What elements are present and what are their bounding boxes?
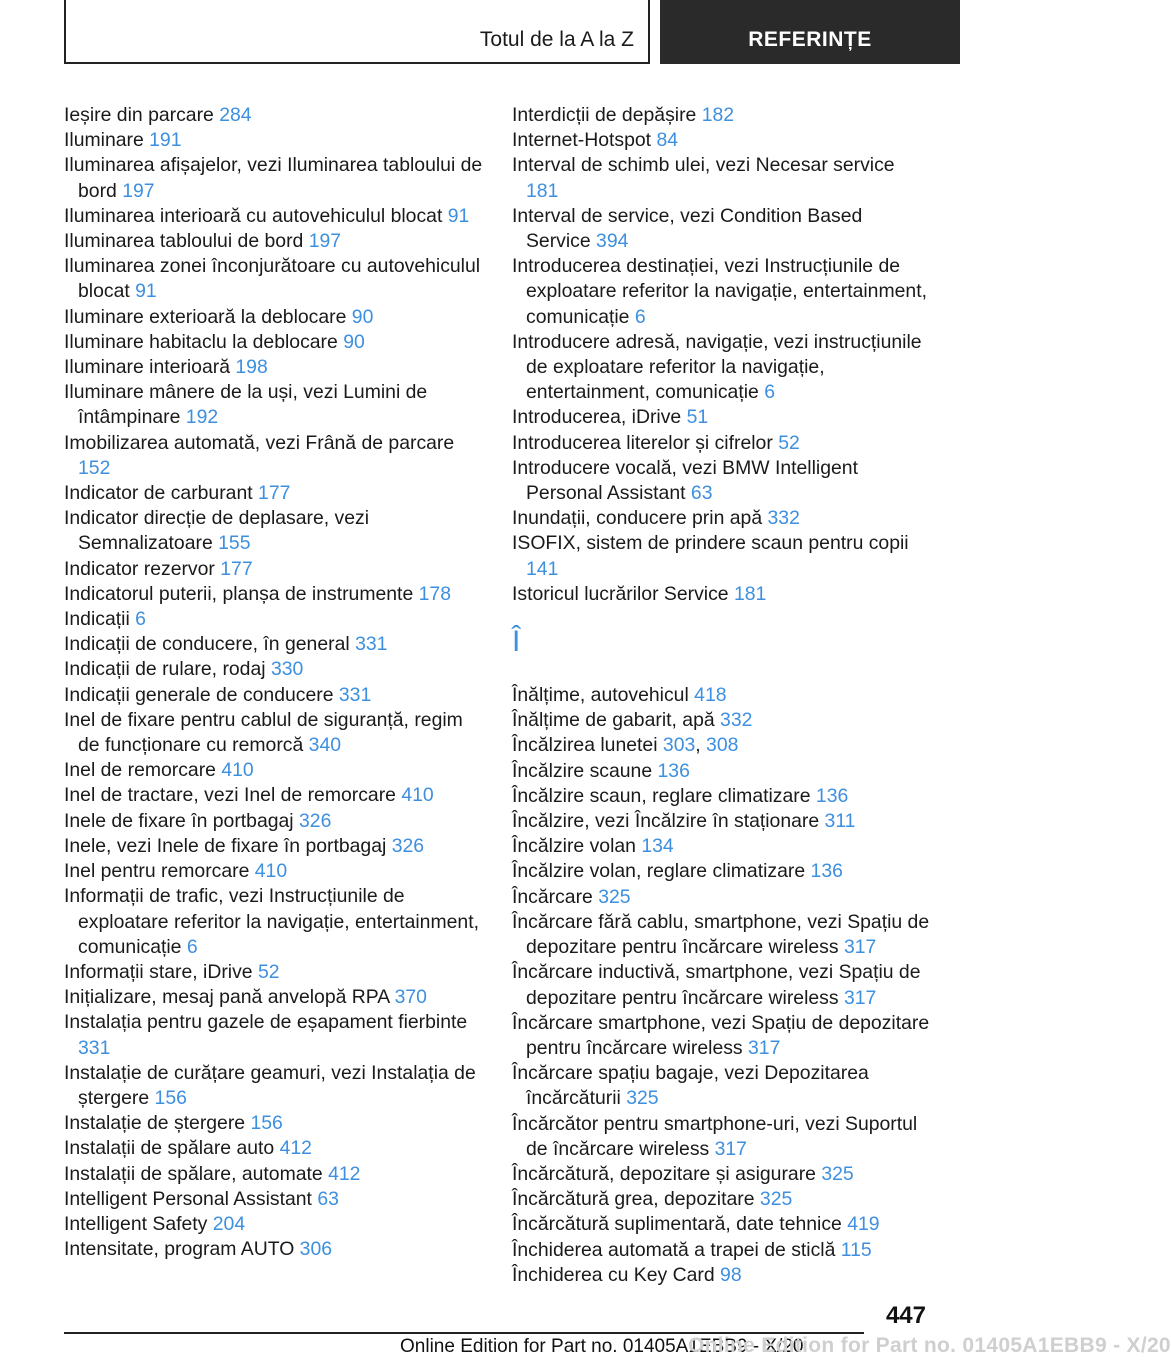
index-entry [512,582,932,607]
page-ref-link[interactable]: 317 [748,1036,781,1059]
entry-term: Iluminare mânere de la uși, vezi Lumini de întâmpinare [64,381,428,429]
chapter-title: REFERINȚE [748,28,872,51]
index-entry [512,531,932,581]
page-ref-link[interactable]: 330 [270,658,304,681]
page-ref-link[interactable]: 284 [219,104,252,126]
entry-term: Introducerea destinației, vezi Instrucțiunile de exploatare referitor la navigație, entertainment, comunicație [512,255,927,328]
index-entry [64,1212,484,1237]
page-ref-link[interactable]: 155 [218,532,251,555]
entry-term: Informații stare, iDrive [64,960,258,983]
entry-term: Instalație de curățare geamuri, vezi Instalația de ștergere [64,1061,476,1109]
index-entry [512,708,932,733]
index-entry [512,960,932,1010]
entry-term: Inundații, conducere prin apă [512,507,768,530]
page-ref-link[interactable]: 6 [186,935,198,958]
page-ref-link[interactable]: 317 [843,936,877,959]
entry-term: Inel de tractare, vezi Inel de remorcare [64,784,402,807]
index-entry [512,1112,932,1162]
page-ref-link[interactable]: 331 [78,1036,111,1059]
entry-term: Instalație de ștergere [64,1112,251,1135]
entry-term: Indicatorul puterii, planșa de instrumente [64,582,419,605]
page-ref-link[interactable]: 63 [690,482,713,505]
page-ref-link[interactable]: 370 [394,986,427,1009]
index-entry [64,783,484,808]
page-ref-link[interactable]: 134 [641,835,674,858]
entry-term: Instalații de spălare auto [64,1137,280,1160]
entry-term: Înălțime, autovehicul [512,684,695,707]
page-ref-link[interactable]: 6 [135,608,146,631]
page-ref-link[interactable]: 51 [686,406,709,429]
index-entry [64,1010,484,1060]
page-ref-link[interactable]: 331 [355,633,388,656]
index-entry [64,254,484,304]
entry-term: Iluminarea interioară cu autovehiculul blocat [64,204,448,227]
entry-term: Indicații de rulare, rodaj [64,658,271,681]
index-entry [64,1111,484,1136]
entry-term: Înălțime de gabarit, apă [512,709,721,732]
page-ref-link[interactable]: 303 [662,734,696,757]
page-ref-link[interactable]: 311 [824,810,856,833]
index-entry [512,1162,932,1187]
index-entry [512,885,932,910]
entry-term: Încărcare spațiu bagaje, vezi Depozitarea încărcăturii [512,1062,869,1110]
page-ref-link[interactable]: 410 [401,784,434,807]
entry-term: Inel de fixare pentru cablul de siguranță, regim de funcționare cu remorcă [64,708,463,757]
index-group-i [512,103,932,607]
page-ref-link[interactable]: 325 [821,1162,854,1185]
index-entry [512,683,932,708]
index-entry [512,128,932,153]
index-entry [64,355,484,380]
index-group-i-circumflex [512,683,932,1288]
page-ref-link[interactable]: 326 [299,809,332,832]
page-ref-link[interactable]: 156 [250,1112,283,1135]
index-entry [512,1238,932,1263]
entry-term: Intelligent Safety [64,1212,213,1235]
watermark-logo: Online Edition for Part no. 01405A1EBB9 - X/20 [688,1334,1171,1357]
entry-term: Indicații de conducere, în general [64,633,356,656]
page-ref-link[interactable]: 52 [778,431,800,454]
page-ref-link[interactable]: 178 [418,582,451,605]
page-ref-link[interactable]: 340 [308,734,342,757]
entry-term: Încărcare inductivă, smartphone, vezi Spațiu de depozitare pentru încărcare wireless [512,961,921,1009]
index-entry [512,1263,932,1288]
index-entry [64,582,484,607]
entry-term: Încărcare smartphone, vezi Spațiu de depozitare pentru încărcare wireless [512,1011,930,1059]
entry-term: ISOFIX, sistem de prindere scaun pentru copii [512,532,909,555]
entry-term: Încălzirea lunetei [512,734,663,757]
page-ref-link[interactable]: 177 [220,557,253,580]
index-entry [64,683,484,708]
entry-term: Iluminarea zonei înconjurătoare cu autovehiculul blocat [64,255,481,303]
page-ref-link[interactable]: 191 [149,129,182,152]
page-ref-link[interactable]: 115 [840,1238,872,1261]
page-ref-link[interactable]: 326 [391,834,425,857]
index-column-right [512,103,932,1288]
page-ref-link[interactable]: 182 [701,104,735,126]
page-ref-link[interactable]: 332 [720,709,753,732]
page-ref-link[interactable]: 332 [767,507,800,530]
entry-term: Istoricul lucrărilor Service [512,582,734,605]
entry-term: Inel pentru remorcare [64,860,255,883]
page-ref-link[interactable]: 181 [733,582,767,605]
edition-text: Online Edition for Part no. 01405A1EBB9 - X/20 [400,1336,804,1357]
entry-term: Inele, vezi Inele de fixare în portbagaj [64,834,392,857]
section-letter: Î [512,625,521,659]
index-entry [64,305,484,330]
page-header [0,0,960,66]
index-entry [64,229,484,254]
index-entry [512,506,932,531]
page-ref-link[interactable]: 6 [634,305,646,328]
page-ref-link[interactable]: 177 [258,482,291,505]
page-ref-link[interactable]: 63 [317,1187,339,1210]
entry-term: Interval de service, vezi Condition Based Service [512,204,863,253]
entry-term: Interval de schimb ulei, vezi Necesar service [512,154,895,177]
index-entry [512,809,932,834]
index-entry [512,431,932,456]
index-entry [512,834,932,859]
index-entry [512,1187,932,1212]
page-ref-link[interactable]: 156 [154,1086,187,1109]
page-ref-link[interactable]: 325 [598,885,631,908]
entry-term: Imobilizarea automată, vezi Frână de parcare [64,431,455,454]
entry-term: Iluminarea tabloului de bord [64,230,309,253]
page-ref-link[interactable]: 412 [279,1137,312,1160]
entry-term: Intelligent Personal Assistant [64,1187,318,1210]
entry-term: Iluminare habitaclu la deblocare [64,330,344,353]
entry-term: Introducere vocală, vezi BMW Intelligent Personal Assistant [512,456,858,505]
page-ref-link[interactable]: 204 [212,1212,246,1235]
entry-term: Ieșire din parcare [64,104,220,126]
index-entry [64,758,484,783]
page-ref-link[interactable]: 418 [694,684,727,707]
index-entry [512,204,932,254]
index-entry [64,607,484,632]
page-ref-link[interactable]: 410 [221,759,254,782]
index-entry [512,859,932,884]
entry-term: Încărcătură suplimentară, date tehnice [512,1213,848,1236]
page-separator: , [695,734,707,757]
index-entry [64,708,484,758]
entry-term: Încălzire scaun, reglare climatizare [512,784,816,807]
index-entry [512,784,932,809]
index-entry [64,834,484,859]
page-ref-link[interactable]: 6 [764,381,775,404]
entry-term: Indicator direcție de deplasare, vezi Semnalizatoare [64,507,370,555]
entry-term: Încărcătură, depozitare și asigurare [512,1162,822,1185]
page-ref-link[interactable]: 412 [328,1162,361,1185]
entry-term: Încălzire, vezi Încălzire în staționare [512,810,825,833]
entry-term: Instalația pentru gazele de eșapament fierbinte [64,1011,468,1034]
index-entry [64,859,484,884]
page-ref-link[interactable]: 91 [447,204,470,227]
entry-term: Inițializare, mesaj pană anvelopă RPA [64,986,395,1009]
index-entry [512,733,932,758]
entry-term: Iluminare exterioară la deblocare [64,305,352,328]
index-entry [512,1011,932,1061]
entry-term: Instalații de spălare, automate [64,1162,329,1185]
page-ref-link[interactable]: 136 [810,860,843,883]
index-entry [64,380,484,430]
index-entry [64,1061,484,1111]
entry-term: Încălzire volan [512,835,642,858]
index-entry [64,204,484,229]
page-ref-link[interactable]: 181 [526,179,559,202]
index-entry [512,759,932,784]
entry-term: Închiderea automată a trapei de sticlă [512,1238,841,1261]
entry-term: Intensitate, program AUTO [64,1238,300,1261]
entry-term: Închiderea cu Key Card [512,1263,721,1286]
entry-term: Informații de trafic, vezi Instrucțiunile de exploatare referitor la navigație, entertainment, comunicație [64,885,479,958]
index-entry [64,960,484,985]
index-entry [512,456,932,506]
page-ref-link[interactable]: 91 [135,280,157,303]
index-entry [64,632,484,657]
entry-term: Încărcătură grea, depozitare [512,1188,760,1211]
entry-term: Internet-Hotspot [512,129,657,152]
page-ref-link[interactable]: 317 [843,986,877,1009]
entry-term: Interdicții de depășire [512,104,702,126]
index-entry [64,557,484,582]
index-entry [64,1136,484,1161]
index-entry [64,657,484,682]
page-ref-link[interactable]: 306 [299,1238,333,1261]
page-ref-link[interactable]: 192 [185,406,219,429]
index-entry [64,103,484,128]
page-ref-link[interactable]: 394 [596,230,629,253]
page-ref-link[interactable]: 136 [815,784,849,807]
index-entry [512,330,932,406]
index-entry [64,153,484,203]
page-ref-link[interactable]: 317 [714,1137,747,1160]
section-tab [64,0,650,64]
index-entry [64,1187,484,1212]
index-entry [64,985,484,1010]
index-entry [64,128,484,153]
entry-term: Indicații generale de conducere [64,683,339,706]
index-entry [64,809,484,834]
entry-term: Iluminare [64,129,150,152]
index-entry [512,910,932,960]
index-entry [64,506,484,556]
page-ref-link[interactable]: 325 [626,1087,659,1110]
page-ref-link[interactable]: 90 [351,305,374,328]
page-ref-link[interactable]: 152 [78,456,111,479]
page-ref-link[interactable]: 197 [308,230,342,253]
index-entry [64,330,484,355]
chapter-tab[interactable] [660,0,960,64]
entry-term: Încărcare [512,885,599,908]
page-ref-link[interactable]: 198 [235,356,268,379]
index-entry [64,1162,484,1187]
page-ref-link[interactable]: 419 [847,1213,880,1236]
page-ref-link[interactable]: 325 [759,1188,793,1211]
entry-term: Iluminarea afișajelor, vezi Iluminarea tabloului de bord [64,154,483,202]
entry-term: Încălzire volan, reglare climatizare [512,860,811,883]
index-entry [512,1212,932,1237]
entry-term: Inele de fixare în portbagaj [64,809,299,832]
entry-term: Indicator rezervor [64,557,221,580]
index-entry [64,431,484,481]
entry-term: Indicații [64,608,136,631]
index-entry [512,153,932,203]
index-column-left [64,103,484,1262]
page-ref-link[interactable]: 308 [706,734,739,757]
index-entry [64,481,484,506]
entry-term: Introducerea literelor și cifrelor [512,431,779,454]
index-entry [64,884,484,960]
page-number: 447 [885,1302,926,1329]
entry-term: Indicator de carburant [64,482,259,505]
page-ref-link[interactable]: 52 [257,960,280,983]
page-ref-link[interactable]: 410 [254,860,288,883]
page-ref-link[interactable]: 136 [657,759,690,782]
page-ref-link[interactable]: 141 [526,557,559,580]
page-ref-link[interactable]: 98 [720,1263,742,1286]
index-entry [512,254,932,330]
page-ref-link[interactable]: 90 [343,330,365,353]
page-ref-link[interactable]: 331 [338,683,372,706]
entry-term: Introducere adresă, navigație, vezi instrucțiunile de exploatare referitor la navigație, entertainment, comunicație [512,330,922,404]
entry-term: Încălzire scaune [512,759,658,782]
entry-term: Inel de remorcare [64,759,222,782]
entry-term: Iluminare interioară [64,356,236,379]
page-ref-link[interactable]: 84 [656,129,679,152]
index-entry [512,103,932,128]
section-title: Totul de la A la Z [479,28,634,51]
index-entry [512,1061,932,1111]
entry-term: Introducerea, iDrive [512,406,687,429]
index-entry [512,405,932,430]
page-ref-link[interactable]: 197 [122,179,155,202]
index-entry [64,1237,484,1262]
entry-term: Încărcător pentru smartphone-uri, vezi Suportul de încărcare wireless [512,1112,918,1160]
entry-term: Încărcare fără cablu, smartphone, vezi Spațiu de depozitare pentru încărcare wireless [512,910,930,959]
